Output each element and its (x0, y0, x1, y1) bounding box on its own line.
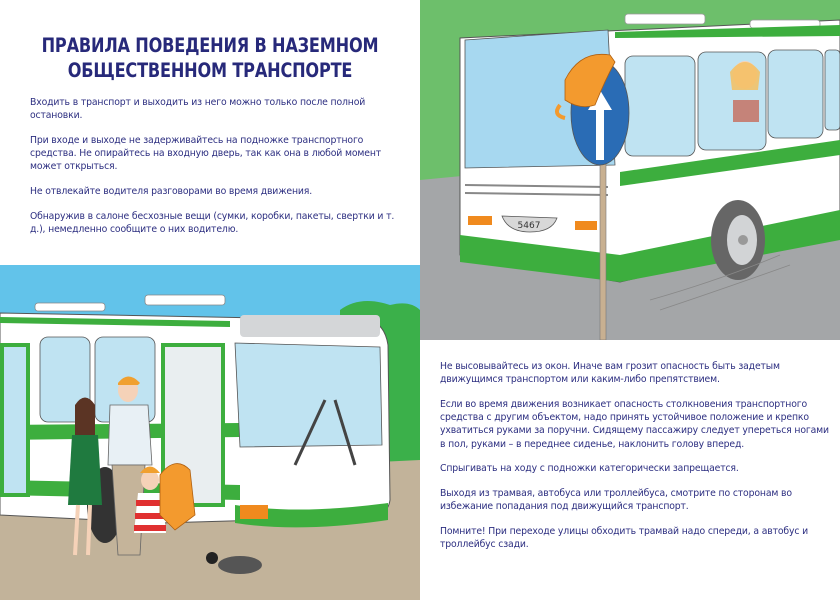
title-line-2: ОБЩЕСТВЕННОМ ТРАНСПОРТЕ (67, 59, 353, 82)
right-page (420, 0, 840, 600)
right-rules-text (440, 360, 830, 563)
rule-paragraph: Входить в транспорт и выходить из него можно только после полной остановки. (30, 97, 366, 122)
rule-paragraph: Выходя из трамвая, автобуса или троллейбуса, смотрите по сторонам во избежание попадания под движущийся транспорт. (440, 487, 792, 513)
rule-paragraph: Не высовывайтесь из окон. Иначе вам грозит опасность быть задетым движущимся транспортом или каким-либо препятствием. (440, 361, 780, 386)
license-plate: 5467 (517, 221, 541, 231)
rule-paragraph: Не отвлекайте водителя разговорами во время движения. (30, 186, 313, 198)
rule-paragraph: Спрыгивать на ходу с подножки категорически запрещается. (440, 463, 739, 475)
rule-paragraph: Если во время движения возникает опасность столкновения транспортного средства с другим объектом, надо принять устойчивое положение и крепко ухватиться руками за поручни. Сидящему пассажиру следует упереться ногами в пол, руками – в переднее сиденье, наклонить голову вперед. (440, 398, 829, 450)
left-rules-text (30, 96, 410, 248)
bus-stop-illustration (0, 265, 420, 600)
title-line-1: ПРАВИЛА ПОВЕДЕНИЯ В НАЗЕМНОМ (41, 34, 379, 57)
rule-paragraph: При входе и выходе не задерживайтесь на подножке транспортного средства. Не опирайтесь на входную дверь, так как она в любой момент может открыться. (30, 134, 382, 173)
rule-paragraph: Обнаружив в салоне бесхозные вещи (сумки, коробки, пакеты, свертки и т. д.), немедленно сообщите о них водителю. (30, 210, 395, 235)
rule-paragraph: Помните! При переходе улицы обходить трамвай надо спереди, а автобус и троллейбус сзади. (440, 525, 809, 551)
moving-bus-illustration (420, 0, 840, 340)
page-title (17, 33, 403, 83)
